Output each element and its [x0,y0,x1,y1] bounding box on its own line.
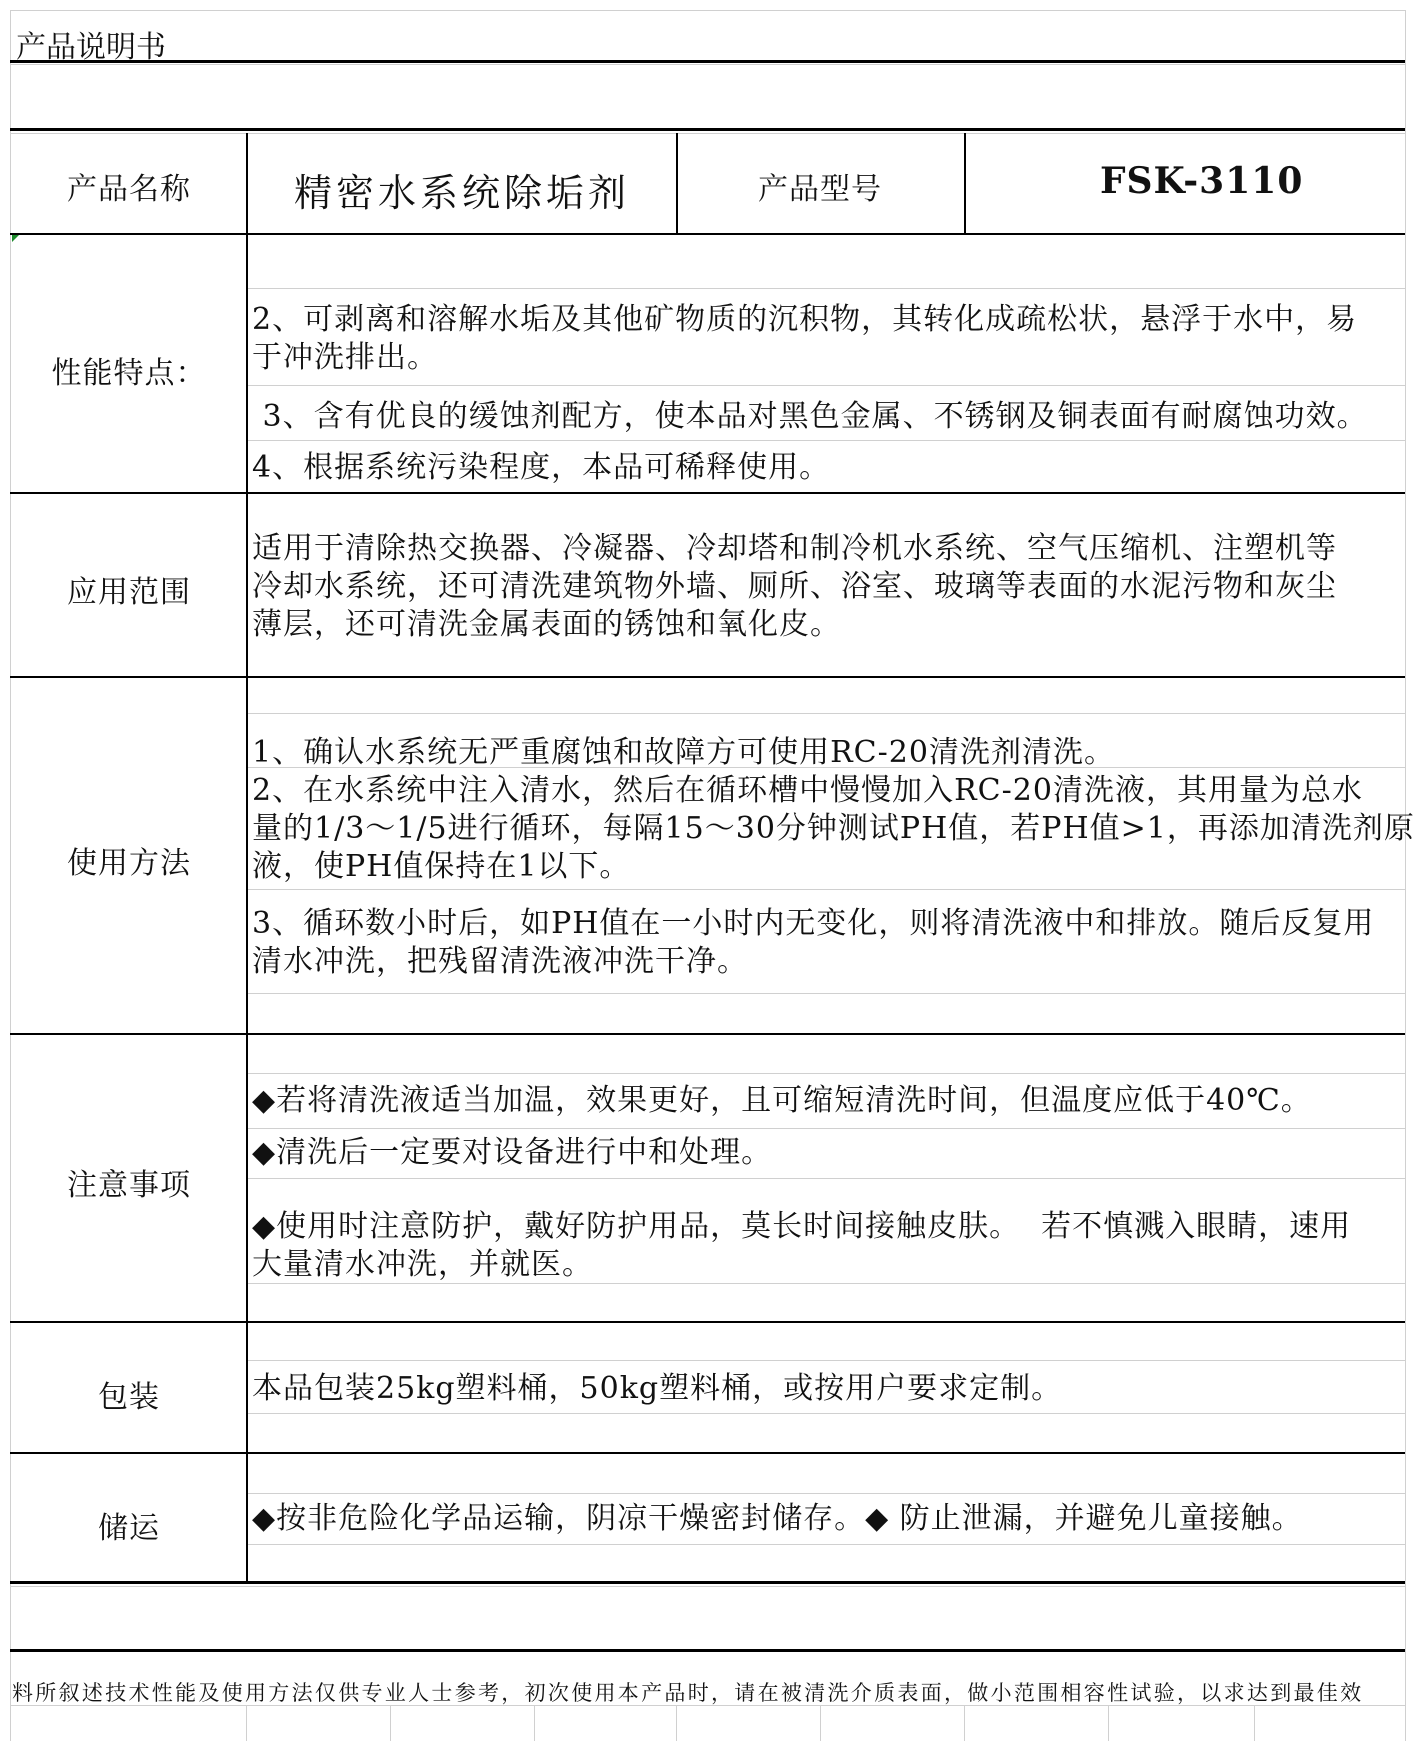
section-rule [10,1452,1405,1454]
usage-line-4: 液，使PH值保持在1以下。 [252,849,631,884]
row-line [248,1413,1405,1414]
row-line [248,1360,1405,1361]
footer-grid-line [10,1705,1405,1706]
header-bottom-rule [10,233,1405,235]
page-border-right [1405,10,1406,1741]
features-line-2: 于冲洗排出。 [252,340,438,375]
notes-label: 注意事项 [67,1168,191,1203]
row-line [248,993,1405,994]
footer-grid-col [534,1705,535,1741]
scope-line-3: 薄层，还可清洗金属表面的锈蚀和氧化皮。 [252,607,841,642]
section-rule [10,676,1405,678]
footer-grid-col [1108,1705,1109,1741]
table-bottom-rule [10,1581,1405,1584]
row-line [248,1128,1405,1129]
row-line [248,1178,1405,1179]
packaging-label: 包装 [98,1380,160,1415]
footer-grid-col [964,1705,965,1741]
row-line [248,713,1405,714]
usage-line-5: 3、循环数小时后，如PH值在一小时内无变化，则将清洗液中和排放。随后反复用 [252,906,1375,941]
notes-line-1: ◆若将清洗液适当加温，效果更好，且可缩短清洗时间，但温度应低于40℃。 [252,1083,1312,1118]
page-border-left [10,10,11,1741]
scope-line-1: 适用于清除热交换器、冷凝器、冷却塔和制冷机水系统、空气压缩机、注塑机等 [252,531,1337,566]
section-rule [10,1033,1405,1035]
notes-line-2: ◆清洗后一定要对设备进行中和处理。 [252,1135,773,1170]
scope-line-2: 冷却水系统，还可清洗建筑物外墙、厕所、浴室、玻璃等表面的水泥污物和灰尘 [252,569,1337,604]
title-rule-thin [10,64,1405,65]
storage-line-1: ◆按非危险化学品运输，阴凉干燥密封储存。◆ 防止泄漏，并避免儿童接触。 [252,1501,1303,1536]
row-line [248,288,1405,289]
scope-label: 应用范围 [67,575,191,610]
label-column-divider [246,233,248,1581]
row-line [248,1493,1405,1494]
features-line-3: 3、含有优良的缓蚀剂配方，使本品对黑色金属、不锈钢及铜表面有耐腐蚀功效。 [252,399,1368,434]
page-border-top [10,10,1405,11]
header-top-rule [10,128,1405,131]
section-rule [10,492,1405,494]
row-line [248,889,1405,890]
usage-line-2: 2、在水系统中注入清水，然后在循环槽中慢慢加入RC-20清洗液，其用量为总水 [252,773,1363,808]
header-top-rule-thin [10,133,1405,134]
footer-grid-col [390,1705,391,1741]
cell-comment-marker [12,235,19,242]
product-name: 精密水系统除垢剂 [294,171,631,215]
usage-line-3: 量的1/3～1/5进行循环，每隔15～30分钟测试PH值，若PH值>1，再添加清洗剂原 [252,811,1415,846]
notes-line-3: ◆使用时注意防护，戴好防护用品，莫长时间接触皮肤。 若不慎溅入眼睛，速用 [252,1209,1352,1244]
row-line [248,1073,1405,1074]
usage-line-1: 1、确认水系统无严重腐蚀和故障方可使用RC-20清洗剂清洗。 [252,735,1115,770]
row-line [248,440,1405,441]
footer-grid-col [820,1705,821,1741]
model-label: 产品型号 [758,172,882,207]
features-line-4: 4、根据系统污染程度，本品可稀释使用。 [252,450,831,485]
footer-grid-col [676,1705,677,1741]
packaging-line-1: 本品包装25kg塑料桶，50kg塑料桶，或按用户要求定制。 [252,1371,1063,1406]
product-name-label: 产品名称 [67,172,191,207]
row-line [248,1544,1405,1545]
model-value: FSK-3110 [1100,160,1304,202]
features-label: 性能特点： [51,356,207,391]
footer-grid-col [246,1705,247,1741]
notes-line-4: 大量清水冲洗，并就医。 [252,1247,593,1282]
usage-line-6: 清水冲洗，把残留清洗液冲洗干净。 [252,944,748,979]
disclaimer-text: 料所叙述技术性能及使用方法仅供专业人士参考，初次使用本产品时，请在被清洗介质表面，做小范围相容性试验，以求达到最佳效 [12,1681,1364,1705]
table-bottom-rule-thin [10,1586,1405,1587]
features-line-1: 2、可剥离和溶解水垢及其他矿物质的沉积物，其转化成疏松状，悬浮于水中，易 [252,302,1358,337]
footer-rule [10,1649,1405,1652]
row-line [248,385,1405,386]
header-divider-1 [246,133,248,234]
storage-label: 储运 [98,1511,160,1546]
header-divider-3 [964,133,966,234]
title-rule [10,60,1405,63]
usage-label: 使用方法 [67,846,191,881]
section-rule [10,1321,1405,1323]
footer-grid-col [1254,1705,1255,1741]
document-title: 产品说明书 [16,30,166,65]
